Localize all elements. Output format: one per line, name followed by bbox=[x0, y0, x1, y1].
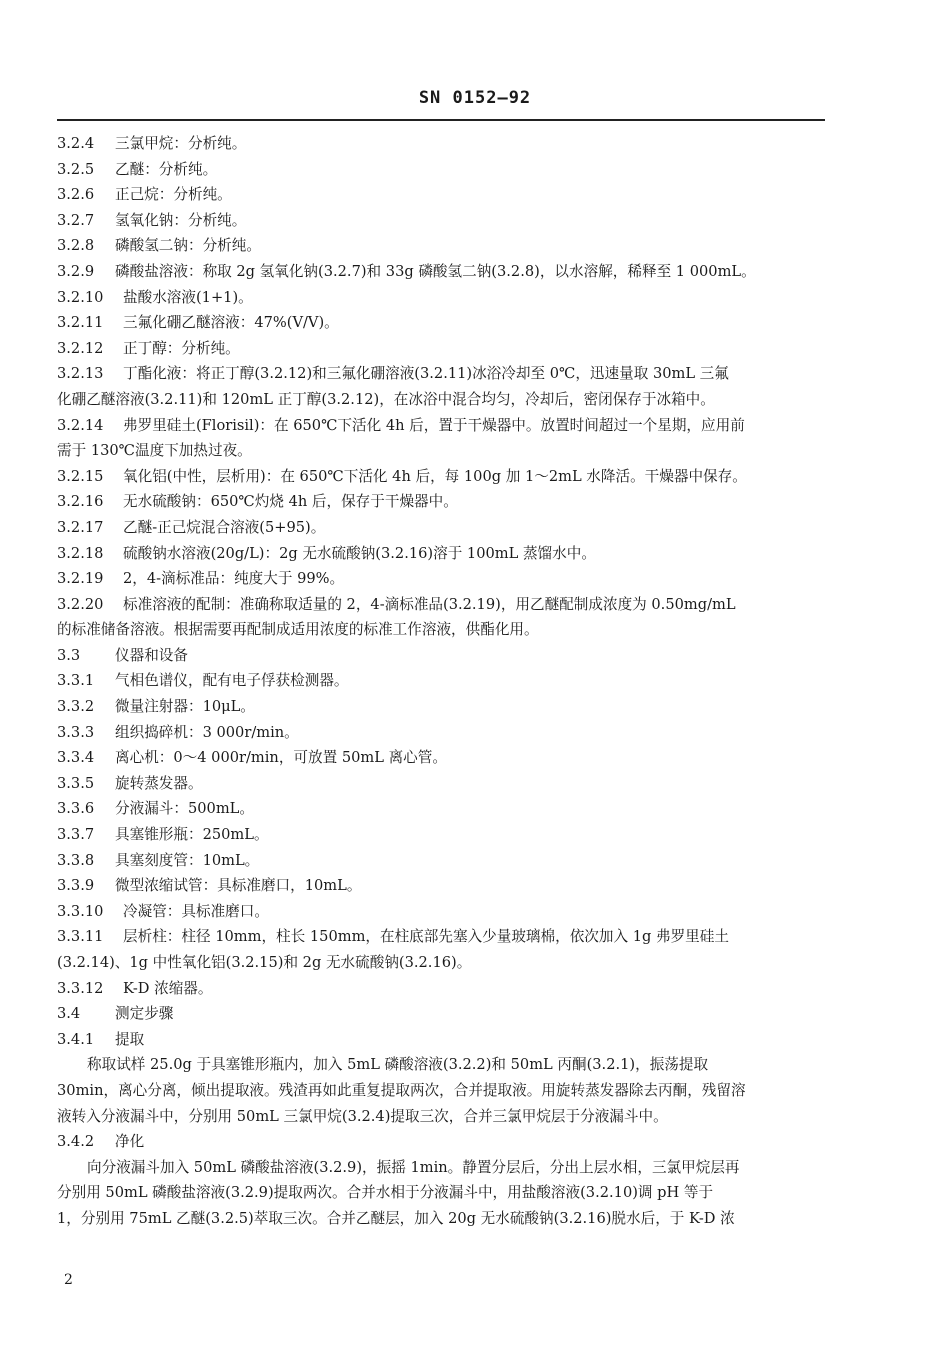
clause-text: 1，分别用 75mL 乙醚(3.2.5)萃取三次。合并乙醚层，加入 20g 无水硫酸钠(3.2.16)脱水后，于 K-D 浓 bbox=[57, 1209, 735, 1227]
clause-text: (3.2.14)、1g 中性氧化铝(3.2.15)和 2g 无水硫酸钠(3.2.16)。 bbox=[57, 954, 472, 971]
text-line bbox=[57, 694, 827, 720]
clause-number: 3.2.11 bbox=[57, 314, 104, 332]
clause-text: 三氟化硼乙醚溶液：47%(V/V)。 bbox=[123, 314, 339, 332]
text-line bbox=[57, 310, 827, 336]
text-line bbox=[57, 668, 827, 694]
clause-text: 盐酸水溶液(1+1)。 bbox=[123, 288, 253, 306]
clause-number: 3.2.10 bbox=[57, 288, 104, 306]
clause-number: 3.3 bbox=[57, 646, 81, 664]
text-line bbox=[57, 950, 827, 976]
text-line bbox=[57, 336, 827, 362]
text-line bbox=[57, 796, 827, 822]
text-line bbox=[57, 1078, 827, 1104]
clause-text: 微型浓缩试管：具标准磨口，10mL。 bbox=[115, 877, 362, 895]
text-line bbox=[57, 899, 827, 925]
clause-number: 3.2.13 bbox=[57, 365, 104, 383]
clause-number: 3.3.1 bbox=[57, 672, 95, 690]
clause-text: 氢氧化钠：分析纯。 bbox=[115, 211, 247, 229]
clause-number: 3.2.14 bbox=[57, 416, 104, 434]
clause-number: 3.2.12 bbox=[57, 339, 104, 357]
clause-text: 标准溶液的配制：准确称取适量的 2，4-滴标准品(3.2.19)，用乙醚配制成浓度为 0.50mg/mL bbox=[123, 595, 736, 613]
clause-number: 3.2.4 bbox=[57, 135, 95, 152]
clause-number: 3.3.9 bbox=[57, 877, 95, 895]
clause-text: 磷酸氢二钠：分析纯。 bbox=[115, 237, 261, 255]
text-line bbox=[57, 1001, 827, 1027]
text-line bbox=[57, 566, 827, 592]
clause-number: 3.4 bbox=[57, 1005, 81, 1023]
clause-text: 磷酸盐溶液：称取 2g 氢氧化钠(3.2.7)和 33g 磷酸氢二钠(3.2.8)，以水溶解，稀释至 1 000mL。 bbox=[115, 262, 756, 280]
clause-number: 3.2.19 bbox=[57, 570, 104, 588]
text-line bbox=[57, 848, 827, 874]
clause-text: 化硼乙醚溶液(3.2.11)和 120mL 正丁醇(3.2.12)，在冰浴中混合均匀，冷却后，密闭保存于冰箱中。 bbox=[57, 390, 715, 408]
clause-text: 微量注射器：10μL。 bbox=[115, 698, 255, 716]
text-line bbox=[57, 361, 827, 387]
text-line bbox=[57, 285, 827, 311]
text-line bbox=[57, 413, 827, 439]
clause-number: 3.2.9 bbox=[57, 262, 95, 280]
text-line bbox=[57, 643, 827, 669]
text-line bbox=[57, 259, 827, 285]
clause-text: K-D 浓缩器。 bbox=[123, 979, 213, 997]
text-line bbox=[57, 1180, 827, 1206]
standard-code-header: SN 0152—92 bbox=[418, 88, 532, 108]
text-line bbox=[57, 208, 827, 234]
text-line bbox=[57, 1206, 827, 1232]
clause-number: 3.3.8 bbox=[57, 851, 95, 869]
text-line bbox=[57, 233, 827, 259]
clause-text: 分液漏斗：500mL。 bbox=[115, 800, 254, 818]
clause-text: 分别用 50mL 磷酸盐溶液(3.2.9)提取两次。合并水相于分液漏斗中，用盐酸溶液(3.2.10)调 pH 等于 bbox=[57, 1184, 714, 1202]
text-line bbox=[57, 822, 827, 848]
text-line bbox=[57, 541, 827, 567]
clause-number: 3.2.18 bbox=[57, 544, 104, 562]
text-line bbox=[57, 745, 827, 771]
clause-number: 3.3.11 bbox=[57, 928, 104, 946]
clause-number: 3.3.12 bbox=[57, 979, 104, 997]
clause-text: 称取试样 25.0g 于具塞锥形瓶内，加入 5mL 磷酸溶液(3.2.2)和 50mL 丙酮(3.2.1)，振荡提取 bbox=[87, 1056, 709, 1074]
clause-number: 3.3.2 bbox=[57, 698, 95, 716]
clause-number: 3.2.7 bbox=[57, 211, 95, 229]
clause-text: 需于 130℃温度下加热过夜。 bbox=[57, 442, 252, 460]
clause-text: 向分液漏斗加入 50mL 磷酸盐溶液(3.2.9)，振摇 1min。静置分层后，分出上层水相，三氯甲烷层再 bbox=[87, 1158, 740, 1176]
clause-text: 具塞刻度管：10mL。 bbox=[115, 851, 260, 869]
clause-number: 3.2.16 bbox=[57, 493, 104, 511]
clause-text: 丁酯化液：将正丁醇(3.2.12)和三氟化硼溶液(3.2.11)冰浴冷却至 0℃，迅速量取 30mL 三氟 bbox=[123, 365, 729, 383]
text-line bbox=[57, 1155, 827, 1181]
text-line bbox=[57, 387, 827, 413]
clause-text: 2，4-滴标准品：纯度大于 99%。 bbox=[123, 570, 345, 588]
clause-text: 正己烷：分析纯。 bbox=[115, 186, 232, 204]
page-number: 2 bbox=[64, 1272, 73, 1288]
clause-text: 30min，离心分离，倾出提取液。残渣再如此重复提取两次，合并提取液。用旋转蒸发器除去丙酮，残留溶 bbox=[57, 1081, 746, 1099]
clause-text: 仪器和设备 bbox=[115, 646, 188, 664]
clause-number: 3.3.4 bbox=[57, 749, 95, 767]
clause-text: 弗罗里硅土(Florisil)：在 650℃下活化 4h 后，置于干燥器中。放置时间超过一个星期，应用前 bbox=[123, 416, 745, 434]
clause-number: 3.3.7 bbox=[57, 826, 95, 844]
clause-text: 提取 bbox=[115, 1030, 145, 1048]
clause-text: 测定步骤 bbox=[115, 1005, 174, 1023]
text-line bbox=[57, 873, 827, 899]
clause-number: 3.2.6 bbox=[57, 186, 95, 204]
clause-text: 无水硫酸钠：650℃灼烧 4h 后，保存于干燥器中。 bbox=[123, 493, 458, 511]
text-line bbox=[57, 131, 827, 157]
clause-text: 硫酸钠水溶液(20g/L)：2g 无水硫酸钠(3.2.16)溶于 100mL 蒸馏水中。 bbox=[123, 544, 596, 562]
clause-number: 3.4.1 bbox=[57, 1030, 95, 1048]
clause-text: 旋转蒸发器。 bbox=[115, 774, 203, 792]
text-line bbox=[57, 720, 827, 746]
text-line bbox=[57, 438, 827, 464]
clause-number: 3.3.5 bbox=[57, 774, 95, 792]
clause-text: 气相色谱仪，配有电子俘获检测器。 bbox=[115, 672, 349, 690]
clause-text: 的标准储备溶液。根据需要再配制成适用浓度的标准工作溶液，供酯化用。 bbox=[57, 621, 539, 639]
clause-number: 3.2.20 bbox=[57, 595, 104, 613]
body-text bbox=[57, 131, 827, 1232]
text-line bbox=[57, 924, 827, 950]
text-line bbox=[57, 771, 827, 797]
text-line bbox=[57, 182, 827, 208]
clause-text: 组织捣碎机：3 000r/min。 bbox=[115, 723, 299, 741]
text-line bbox=[57, 1104, 827, 1130]
clause-number: 3.3.6 bbox=[57, 800, 95, 818]
clause-text: 具塞锥形瓶：250mL。 bbox=[115, 826, 269, 844]
clause-text: 乙醚：分析纯。 bbox=[115, 160, 218, 178]
text-line bbox=[57, 976, 827, 1002]
text-line bbox=[57, 515, 827, 541]
text-line bbox=[57, 592, 827, 618]
clause-number: 3.2.15 bbox=[57, 467, 104, 485]
text-line bbox=[57, 1129, 827, 1155]
clause-number: 3.2.8 bbox=[57, 237, 95, 255]
clause-text: 氧化铝(中性，层析用)：在 650℃下活化 4h 后，每 100g 加 1～2mL 水降活。干燥器中保存。 bbox=[123, 467, 747, 485]
clause-text: 液转入分液漏斗中，分别用 50mL 三氯甲烷(3.2.4)提取三次，合并三氯甲烷层于分液漏斗中。 bbox=[57, 1107, 668, 1125]
clause-number: 3.3.3 bbox=[57, 723, 95, 741]
clause-text: 离心机：0～4 000r/min，可放置 50mL 离心管。 bbox=[115, 749, 447, 767]
clause-text: 净化 bbox=[115, 1133, 145, 1151]
clause-text: 乙醚-正己烷混合溶液(5+95)。 bbox=[123, 518, 326, 536]
clause-number: 3.2.5 bbox=[57, 160, 95, 178]
clause-text: 层析柱：柱径 10mm，柱长 150mm，在柱底部先塞入少量玻璃棉，依次加入 1g 弗罗里硅土 bbox=[123, 928, 729, 946]
clause-text: 冷凝管：具标准磨口。 bbox=[123, 902, 269, 920]
clause-number: 3.2.17 bbox=[57, 518, 104, 536]
text-line bbox=[57, 464, 827, 490]
header-rule bbox=[57, 119, 825, 121]
clause-number: 3.4.2 bbox=[57, 1133, 95, 1151]
text-line bbox=[57, 489, 827, 515]
text-line bbox=[57, 617, 827, 643]
clause-text: 正丁醇：分析纯。 bbox=[123, 339, 240, 357]
text-line bbox=[57, 1052, 827, 1078]
clause-number: 3.3.10 bbox=[57, 902, 104, 920]
text-line bbox=[57, 1027, 827, 1053]
clause-text: 三氯甲烷：分析纯。 bbox=[115, 135, 247, 152]
text-line bbox=[57, 157, 827, 183]
